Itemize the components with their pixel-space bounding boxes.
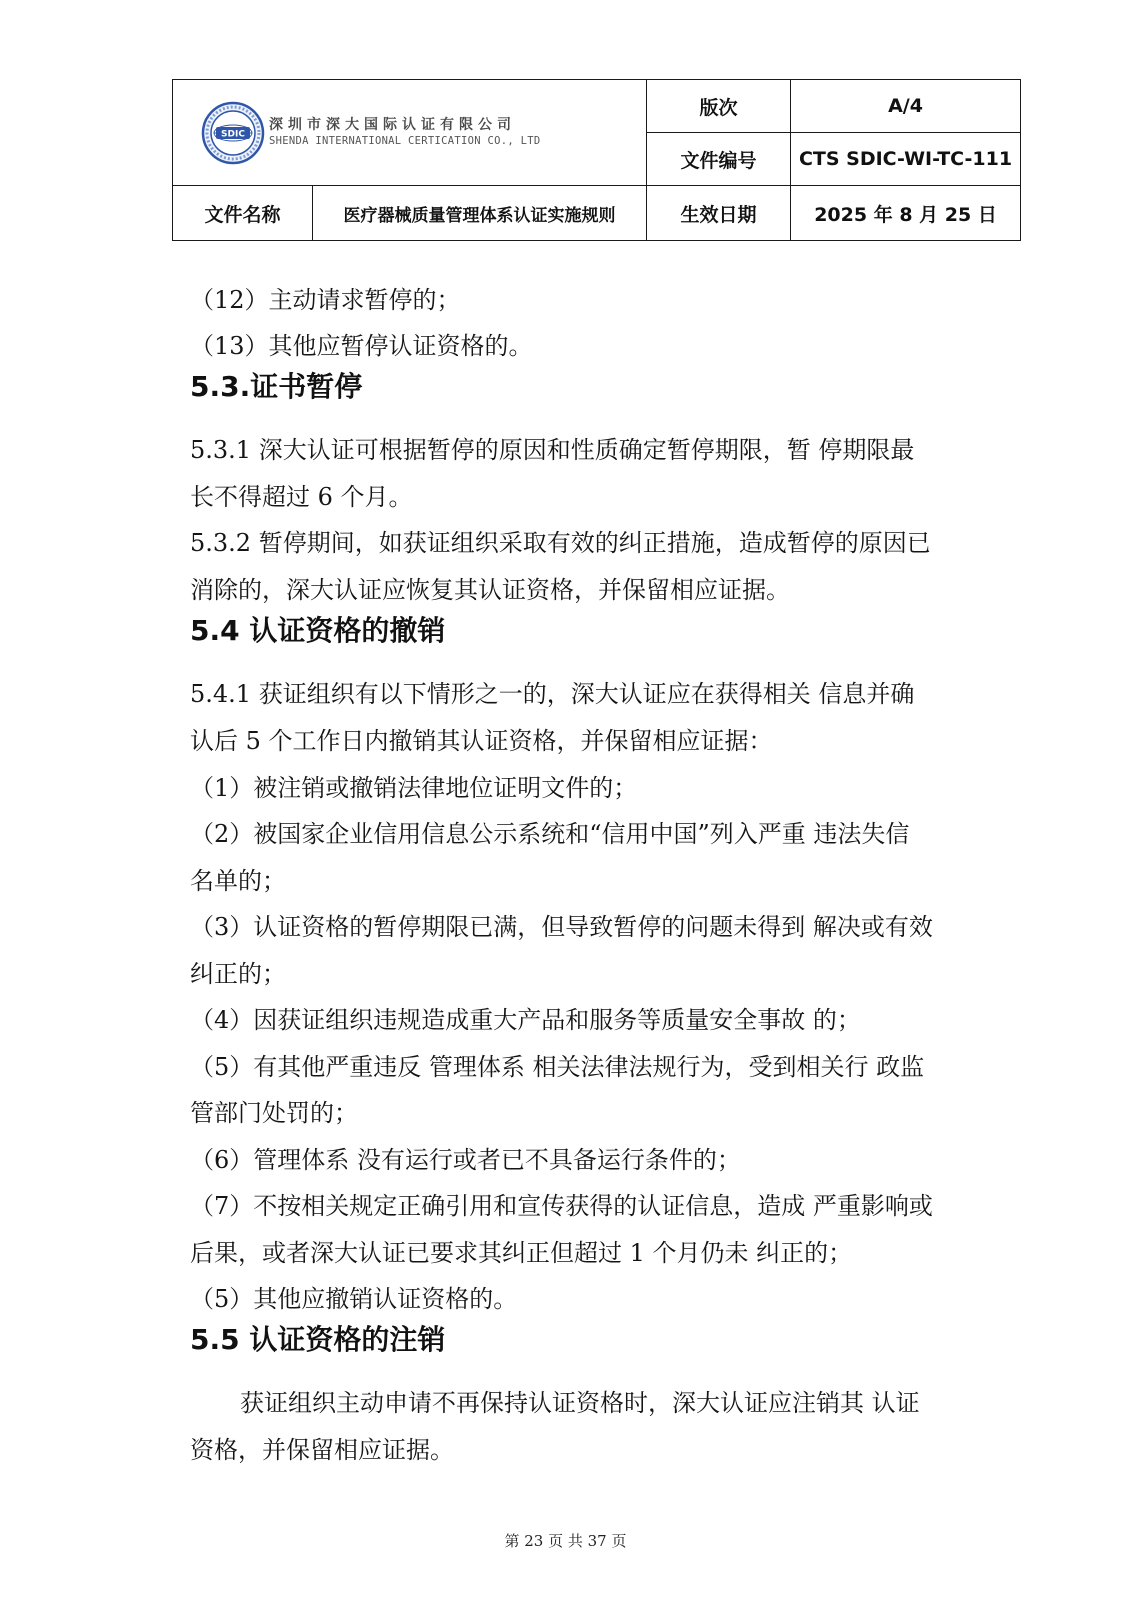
company-name-cn: 深圳市深大国际认证有限公司 [269,117,516,134]
list-item: （1）被注销或撤销法律地位证明文件的； [190,774,638,802]
paragraph-line: 管部门处罚的； [190,1099,358,1127]
paragraph-line: 资格，并保留相应证据。 [190,1436,454,1464]
list-item: （5）有其他严重违反 管理体系 相关法律法规行为，受到相关行 政监 [190,1053,925,1081]
effective-date-label: 生效日期 [647,186,791,241]
version-value: A/4 [791,80,1021,133]
effective-date-value: 2025 年 8 月 25 日 [791,186,1021,241]
paragraph-line: 纠正的； [190,960,286,988]
paragraph-line: （12）主动请求暂停的； [190,286,461,314]
version-label: 版次 [647,80,791,133]
paragraph-line: 获证组织主动申请不再保持认证资格时，深大认证应注销其 认证 [240,1389,920,1417]
logo-text: SDIC [221,129,245,139]
section-heading-5-3: 5.3.证书暂停 [190,370,363,403]
paragraph-line: 5.4.1 获证组织有以下情形之一的，深大认证应在获得相关 信息并确 [190,680,915,708]
paragraph-line: 后果，或者深大认证已要求其纠正但超过 1 个月仍未 纠正的； [190,1239,853,1267]
doc-name-label: 文件名称 [173,186,313,241]
paragraph-line: 5.3.2 暂停期间，如获证组织采取有效的纠正措施，造成暂停的原因已 [190,529,931,557]
company-logo-cell [173,80,647,186]
paragraph-line: 认后 5 个工作日内撤销其认证资格，并保留相应证据： [190,727,773,755]
paragraph-line: 5.3.1 深大认证可根据暂停的原因和性质确定暂停期限，暂 停期限最 [190,436,915,464]
paragraph-line: 长不得超过 6 个月。 [190,483,413,511]
list-item: （7）不按相关规定正确引用和宣传获得的认证信息，造成 严重影响或 [190,1192,933,1220]
paragraph-line: 消除的，深大认证应恢复其认证资格，并保留相应证据。 [190,576,790,604]
list-item: （3）认证资格的暂停期限已满，但导致暂停的问题未得到 解决或有效 [190,913,933,941]
company-name-en: SHENDA INTERNATIONAL CERTICATION CO., LTD [269,134,541,147]
doc-name-value: 医疗器械质量管理体系认证实施规则 [313,186,647,241]
section-heading-5-5: 5.5 认证资格的注销 [190,1323,446,1356]
company-seal-icon [201,101,265,165]
page-number: 第 23 页 共 37 页 [504,1532,627,1550]
doc-number-label: 文件编号 [647,133,791,186]
doc-number-value: CTS SDIC-WI-TC-111 [791,133,1021,186]
paragraph-line: 名单的； [190,867,286,895]
list-item: （4）因获证组织违规造成重大产品和服务等质量安全事故 的； [190,1006,861,1034]
list-item: （5）其他应撤销认证资格的。 [190,1285,518,1313]
paragraph-line: （13）其他应暂停认证资格的。 [190,332,533,360]
list-item: （2）被国家企业信用信息公示系统和“信用中国”列入严重 违法失信 [190,820,910,848]
document-header-table [172,79,1021,241]
list-item: （6）管理体系 没有运行或者已不具备运行条件的； [190,1146,741,1174]
section-heading-5-4: 5.4 认证资格的撤销 [190,614,446,647]
